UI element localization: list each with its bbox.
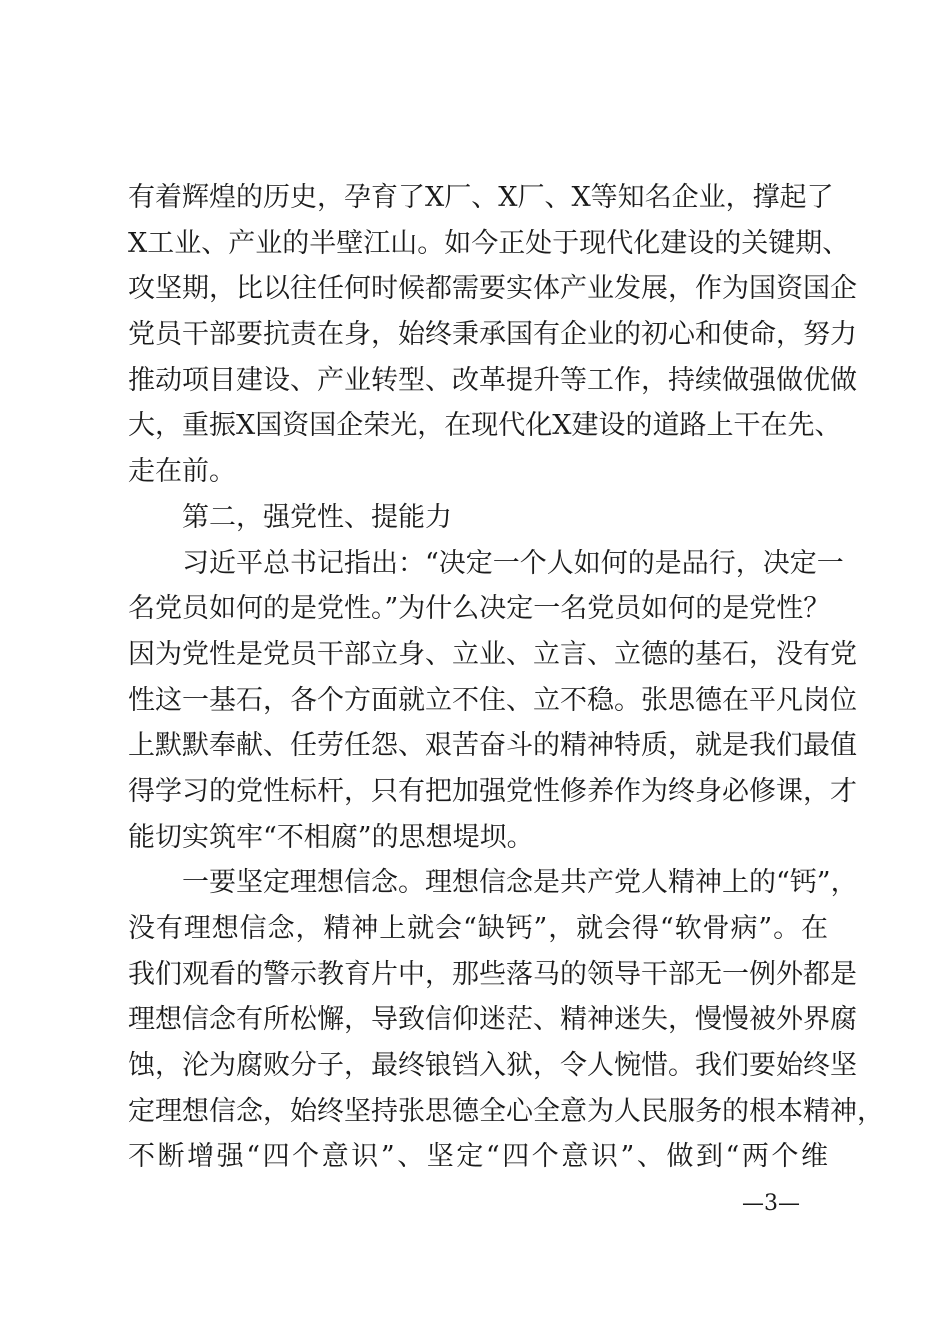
- text-line: 我们观看的警示教育片中，那些落马的领导干部无一例外都是: [128, 958, 857, 990]
- text-line: 上默默奉献、任劳任怨、艰苦奋斗的精神特质，就是我们最值: [128, 730, 857, 762]
- text-line: 性这一基石，各个方面就立不住、立不稳。张思德在平凡岗位: [128, 684, 857, 716]
- text-line: 名党员如何的是党性。”为什么决定一名党员如何的是党性？: [128, 593, 831, 625]
- text-line: 党员干部要抗责在身，始终秉承国有企业的初心和使命，努力: [128, 319, 857, 351]
- text-line: 有着辉煌的历史，孕育了X厂、X厂、X等知名企业，撑起了: [128, 182, 834, 213]
- page-number: —3—: [742, 1191, 800, 1216]
- text-line: 没有理想信念，精神上就会“缺钙”，就会得“软骨病”。在: [128, 913, 828, 944]
- paragraph-ideals: [128, 860, 884, 1180]
- text-line: 能切实筑牢“不相腐”的思想堤坝。: [128, 821, 534, 853]
- text-line: 推动项目建设、产业转型、改革提升等工作，持续做强做优做: [128, 364, 857, 396]
- text-line: 不断增强“四个意识”、坚定“四个意识”、做到“两个维: [128, 1141, 828, 1173]
- text-line: 定理想信念，始终坚持张思德全心全意为人民服务的根本精神，: [128, 1095, 884, 1127]
- text-line: 得学习的党性标杆，只有把加强党性修养作为终身必修课，才: [128, 775, 857, 807]
- text-line: 一要坚定理想信念。理想信念是共产党人精神上的“钙”，: [182, 867, 858, 899]
- paragraph-party-spirit: [128, 541, 857, 861]
- text-line: 蚀，沦为腐败分子，最终锒铛入狱，令人惋惜。我们要始终坚: [128, 1050, 857, 1082]
- text-line: 理想信念有所松懈，导致信仰迷茫、精神迷失，慢慢被外界腐: [128, 1004, 857, 1036]
- text-line: 攻坚期，比以往任何时候都需要实体产业发展，作为国资国企: [128, 273, 857, 305]
- text-line: X工业、产业的半壁江山。如今正处于现代化建设的关键期、: [128, 227, 850, 259]
- section-heading: 第二，强党性、提能力: [182, 501, 452, 533]
- paragraph-history: [128, 175, 857, 495]
- text-line: 因为党性是党员干部立身、立业、立言、立德的基石，没有党: [128, 638, 857, 670]
- document-body: [128, 175, 884, 1180]
- text-line: 走在前。: [128, 456, 236, 488]
- section-heading-second: [128, 495, 828, 541]
- text-line: 大，重振X国资国企荣光，在现代化X建设的道路上干在先、: [128, 410, 842, 442]
- text-line: 习近平总书记指出：“决定一个人如何的是品行，决定一: [182, 547, 844, 579]
